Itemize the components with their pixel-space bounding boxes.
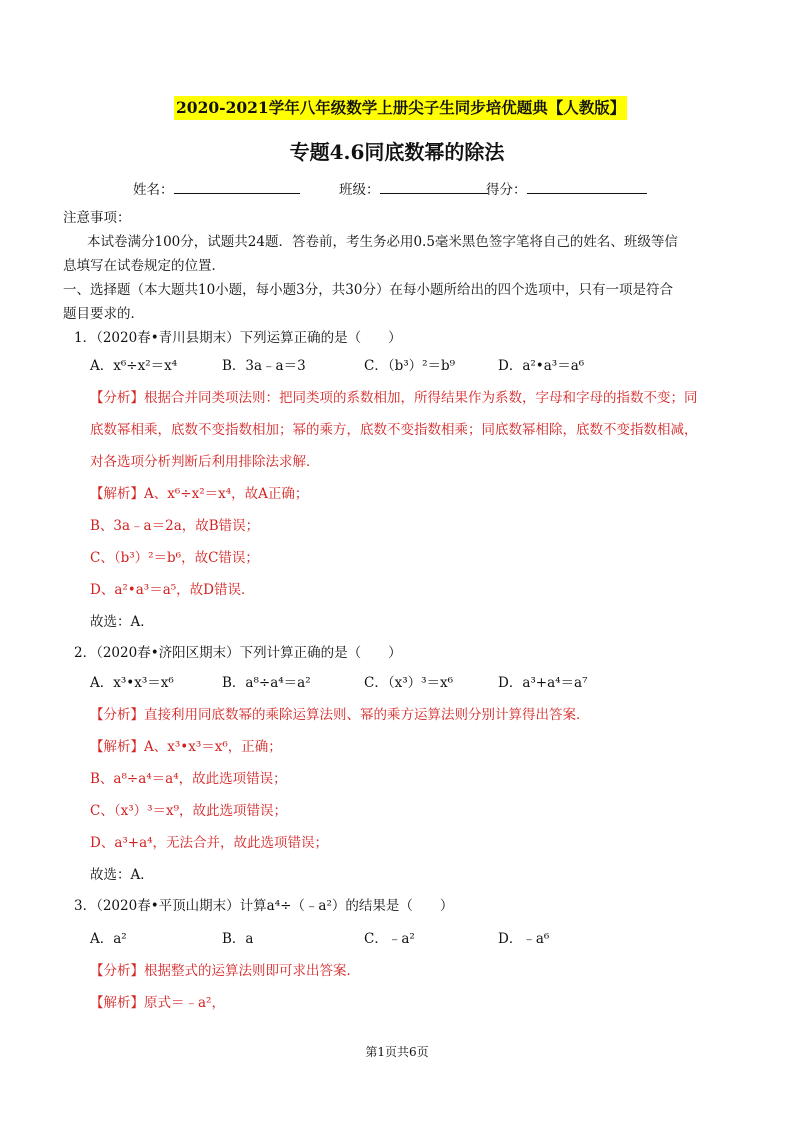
q2-option-d[interactable]: D．a³+a⁴＝a⁷ — [498, 675, 588, 691]
q3-option-a[interactable]: A．a² — [90, 931, 127, 947]
section-heading-2: 题目要求的． — [63, 306, 144, 322]
q1-solution-2: B、3a﹣a＝2a，故B错误； — [90, 518, 260, 534]
q1-solution-3: C、（b³）²＝b⁶，故C错误； — [90, 550, 259, 566]
q1-solution-1: 【解析】A、x⁶÷x²＝x⁴，故A正确； — [90, 486, 309, 502]
q1-analysis-2: 底数幂相乘，底数不变指数相加；幂的乘方，底数不变指数相乘；同底数幂相除，底数不变指数相减， — [90, 422, 698, 438]
class-label: 班级： — [339, 182, 380, 198]
q2-option-b[interactable]: B．a⁸÷a⁴＝a² — [222, 675, 311, 691]
section-heading-1: 一、选择题（本大题共10小题，每小题3分，共30分）在每小题所给出的四个选项中，只有一项是符合 — [63, 282, 673, 298]
notice-text-1: 本试卷满分100分，试题共24题．答卷前，考生务必用0.5毫米黑色签字笔将自己的姓名、班级等信 — [87, 234, 678, 250]
notice-text-2: 息填写在试卷规定的位置． — [63, 258, 225, 274]
q2-solution-1: 【解析】A、x³•x³＝x⁶，正确； — [90, 739, 282, 755]
q2-solution-2: B、a⁸÷a⁴＝a⁴，故此选项错误； — [90, 771, 287, 787]
q1-option-c[interactable]: C．（b³）²＝b⁹ — [364, 358, 456, 374]
score-field[interactable] — [486, 178, 647, 198]
q3-stem: 3．（2020春•平顶山期末）计算a⁴÷（﹣a²）的结果是（ ） — [74, 898, 454, 914]
q2-solution-4: D、a³+a⁴，无法合并，故此选项错误； — [90, 835, 329, 851]
q1-solution-4: D、a²•a³＝a⁵，故D错误． — [90, 582, 255, 598]
q2-stem: 2．（2020春•济阳区期末）下列计算正确的是（ ） — [74, 645, 402, 661]
score-blank[interactable] — [527, 180, 647, 194]
q3-solution-1: 【解析】原式＝﹣a²， — [90, 995, 225, 1011]
q3-option-b[interactable]: B．a — [222, 931, 254, 947]
name-blank[interactable] — [174, 180, 300, 194]
notice-label: 注意事项： — [63, 210, 131, 226]
q2-answer: 故选：A． — [90, 867, 154, 883]
score-label: 得分： — [486, 182, 527, 198]
q1-analysis-1: 【分析】根据合并同类项法则：把同类项的系数相加，所得结果作为系数，字母和字母的指数不变；同 — [90, 390, 698, 406]
page-footer: 第1页共6页 — [365, 1045, 429, 1059]
q1-analysis-3: 对各选项分析判断后利用排除法求解． — [90, 454, 320, 470]
q2-solution-3: C、（x³）³＝x⁹，故此选项错误； — [90, 803, 288, 819]
q3-analysis-1: 【分析】根据整式的运算法则即可求出答案． — [90, 963, 360, 979]
q3-option-d[interactable]: D．﹣a⁶ — [498, 931, 550, 947]
name-field[interactable] — [133, 178, 300, 198]
q3-option-c[interactable]: C．﹣a² — [364, 931, 415, 947]
class-blank[interactable] — [380, 180, 488, 194]
name-label: 姓名： — [133, 182, 174, 198]
q1-stem: 1．（2020春•青川县期末）下列运算正确的是（ ） — [74, 330, 402, 346]
q1-answer: 故选：A． — [90, 614, 154, 630]
q2-option-c[interactable]: C．（x³）³＝x⁶ — [364, 675, 454, 691]
q1-option-a[interactable]: A．x⁶÷x²＝x⁴ — [90, 358, 178, 374]
topic-title: 专题4.6同底数幂的除法 — [289, 140, 505, 164]
q1-option-d[interactable]: D．a²•a³＝a⁶ — [498, 358, 585, 374]
q2-option-a[interactable]: A．x³•x³＝x⁶ — [90, 675, 174, 691]
q1-option-b[interactable]: B．3a﹣a＝3 — [222, 358, 306, 374]
class-field[interactable] — [339, 178, 488, 198]
q2-analysis-1: 【分析】直接利用同底数幂的乘除运算法则、幂的乘方运算法则分别计算得出答案． — [90, 707, 590, 723]
series-title: 2020-2021学年八年级数学上册尖子生同步培优题典【人教版】 — [174, 96, 627, 120]
